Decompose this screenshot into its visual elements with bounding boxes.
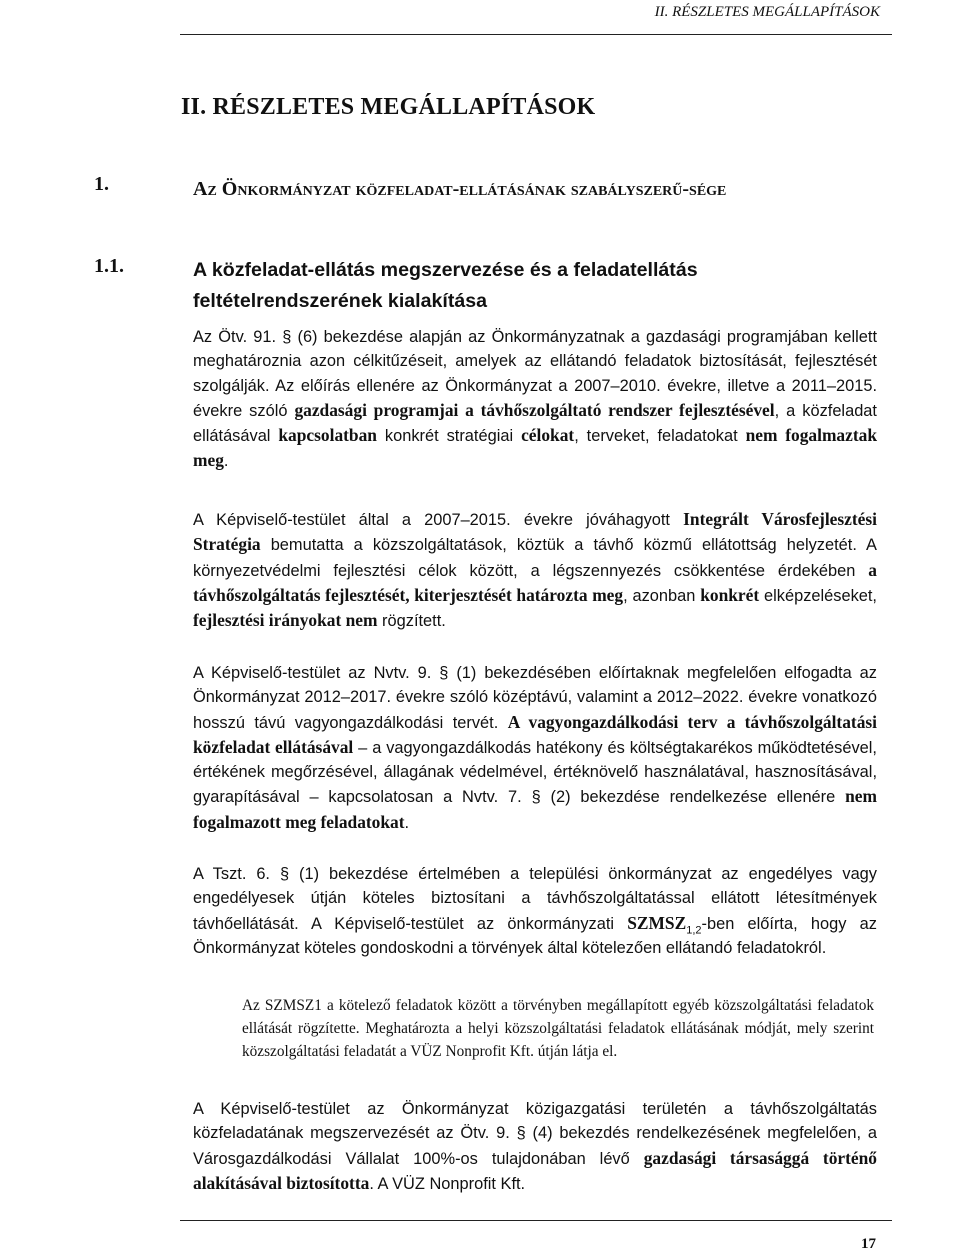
section-1-title: Az Önkormányzat közfeladat-ellátásának szabályszerű-sége — [193, 178, 727, 200]
paragraph-2: A Képviselő-testület által a 2007–2015. évekre jóváhagyott Integrált Városfejlesztési Stratégia bemutatta a közszolgáltatások, köztük a távhő közmű ellátottság helyzetét. A környezetvédelmi fejlesztési célok között, a légszennyezés csökkentése érdekében a távhőszolgáltatás fejlesztését, kiterjesztését határozta meg, azonban konkrét elképzeléseket, fejlesztési irányokat nem rögzített. — [193, 509, 877, 631]
paragraph-4: A Tszt. 6. § (1) bekezdése értelmében a települési önkormányzat az engedélyes vagy engedélyesek útján köteles biztosítani a távhőszolgáltatással ellátott létesítmények távhőellátását. A Képviselő-testület az önkormányzati $SZMSZ_{1,2}$-ben előírta, hogy az Önkormányzat köteles gondoskodni a törvények által kötelezően ellátandó feladatokról. — [193, 865, 877, 957]
page-title: II. RÉSZLETES MEGÁLLAPÍTÁSOK — [181, 94, 596, 120]
paragraph-3: A Képviselő-testület az Nvtv. 9. § (1) bekezdésében előírtaknak megfelelően elfogadta az Önkormányzat 2012–2017. évekre szóló középtávú, valamint a 2012–2022. évekre vonatkozó hosszú távú vagyongazdálkodási tervét. A vagyongazdálkodási terv a távhőszolgáltatási közfeladat ellátásával – a vagyongazdálkodás hatékony és költségtakarékos működtetésével, értékének megőrzésével, állagának védelmével, értéknövelő használatával, hasznosításával, gyarapításával – kapcsolatosan a Nvtv. 7. § (2) bekezdése rendelkezése ellenére nem fogalmazott meg feladatokat. — [193, 664, 877, 832]
quoted-note: Az SZMSZ1 a kötelező feladatok között a törvényben megállapított egyéb közszolgáltatási feladatok ellátását rögzítette. Meghatározta a helyi közszolgáltatási feladatok ellátásának módját, mely szerint közszolgáltatási feladatát a VÜZ Nonprofit Kft. útján látja el. — [242, 997, 874, 1060]
section-1-number: 1. — [94, 173, 109, 195]
page-number: 17 — [861, 1236, 876, 1252]
section-1-1-number: 1.1. — [94, 255, 124, 277]
paragraph-5: A Képviselő-testület az Önkormányzat közigazgatási területén a távhőszolgáltatás közfeladatának megszervezését az Ötv. 9. § (4) bekezdés rendelkezésének megfelelően, a Városgazdálkodási Vállalat 100%-os tulajdonában lévő gazdasági társasággá történő alakításával biztosította. A VÜZ Nonprofit Kft. — [193, 1100, 877, 1193]
section-1-1-title: A közfeladat-ellátás megszervezése és a feladatellátás feltételrendszerének kialakítása — [193, 259, 698, 312]
running-header: II. RÉSZLETES MEGÁLLAPÍTÁSOK — [654, 4, 880, 20]
paragraph-1: Az Ötv. 91. § (6) bekezdése alapján az Önkormányzatnak a gazdasági programjában kellett meghatároznia azon célkitűzéseit, amelyek az ellátandó feladatok biztosítását, fejlesztését szolgálják. Az előírás ellenére az Önkormányzat a 2007–2010. évekre, illetve a 2011–2015. évekre szóló gazdasági programjai a távhőszolgáltató rendszer fejlesztésével, a közfeladat ellátásával kapcsolatban konkrét stratégiai célokat, terveket, feladatokat nem fogalmaztak meg. — [193, 328, 878, 471]
footer-divider — [180, 1220, 892, 1221]
header-divider — [180, 34, 892, 35]
